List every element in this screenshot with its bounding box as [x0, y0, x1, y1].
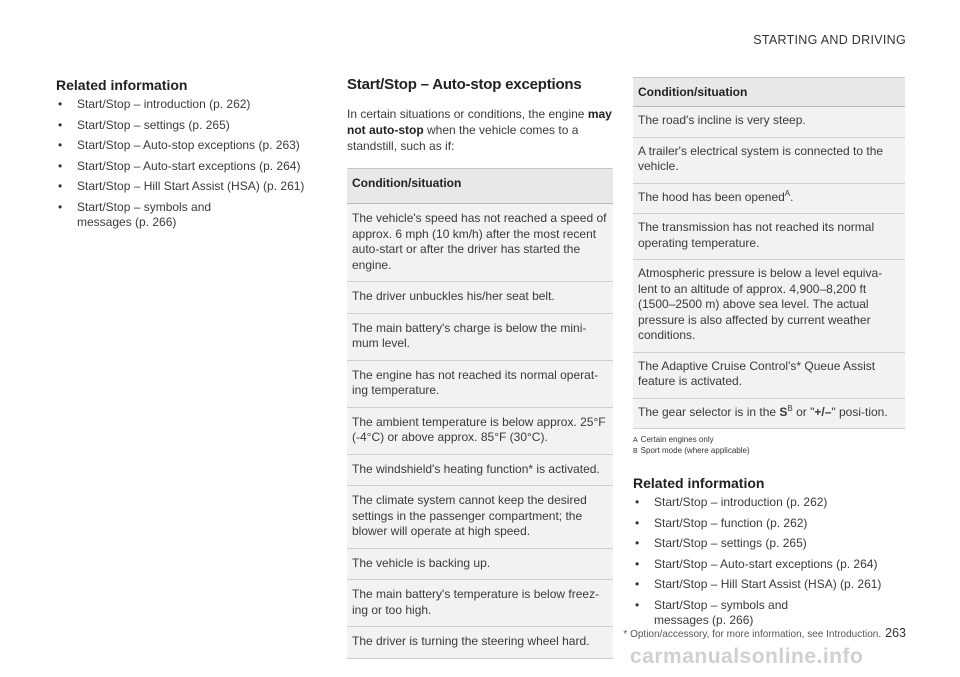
- table-row: The hood has been opened$^A$.: [633, 183, 905, 214]
- footnotes: [633, 435, 905, 457]
- table-row: Atmospheric pressure is below a level equiva-lent to an altitude of approx. 4,900–8,200 ft (1500–2500 m) above sea level. The actual pressure is also affected by current weather conditions.: [633, 260, 905, 353]
- related-link[interactable]: • Start/Stop – settings (p. 265): [56, 118, 328, 133]
- related-link[interactable]: • Start/Stop – Hill Start Assist (HSA) (p. 261): [633, 577, 905, 592]
- conditions-table: [347, 168, 613, 659]
- related-info-list: [56, 97, 328, 230]
- table-row: The transmission has not reached its normal operating temperature.: [633, 214, 905, 260]
- related-link[interactable]: • Start/Stop – Auto-start exceptions (p. 264): [56, 159, 328, 174]
- related-link[interactable]: • Start/Stop – symbols and messages (p. 266): [633, 598, 844, 628]
- table-row: The Adaptive Cruise Control's* Queue Assist feature is activated.: [633, 352, 905, 398]
- table-row: The main battery's charge is below the mini-mum level.: [347, 313, 613, 360]
- related-link[interactable]: • Start/Stop – Auto-stop exceptions (p. 263): [56, 138, 328, 153]
- table-row: The gear selector is in the $S^B$ or "+/–" posi-tion.: [633, 398, 905, 429]
- related-info-title: Related information: [56, 77, 188, 93]
- table-row: The windshield's heating function* is activated.: [347, 454, 613, 486]
- table-row: The vehicle's speed has not reached a speed of approx. 6 mph (10 km/h) after the most recent auto-start or after the driver has started the engine.: [347, 204, 613, 282]
- related-link[interactable]: • Start/Stop – Auto-start exceptions (p. 264): [633, 557, 905, 572]
- intro-paragraph: In certain situations or conditions, the engine may not auto-stop when the vehicle comes to a standstill, such as if:: [347, 107, 612, 153]
- page-footer: [623, 626, 906, 640]
- related-info-title: Related information: [633, 475, 765, 491]
- table-header: Condition/situation: [633, 78, 905, 107]
- related-link[interactable]: • Start/Stop – symbols and messages (p. 266): [56, 200, 267, 230]
- conditions-table-continued: [633, 77, 905, 429]
- related-link[interactable]: • Start/Stop – settings (p. 265): [633, 536, 905, 551]
- section-title: Start/Stop – Auto-stop exceptions: [347, 76, 582, 93]
- table-row: The ambient temperature is below approx. 25°F (-4°C) or above approx. 85°F (30°C).: [347, 407, 613, 454]
- table-row: The engine has not reached its normal operat-ing temperature.: [347, 360, 613, 407]
- related-link[interactable]: • Start/Stop – introduction (p. 262): [633, 495, 905, 510]
- page-number: 263: [885, 626, 906, 640]
- section-header: STARTING AND DRIVING: [753, 33, 906, 47]
- table-row: The driver is turning the steering wheel hard.: [347, 627, 613, 659]
- related-link[interactable]: • Start/Stop – function (p. 262): [633, 516, 905, 531]
- related-link[interactable]: • Start/Stop – introduction (p. 262): [56, 97, 328, 112]
- related-info-list: [633, 495, 905, 628]
- footnote: B Sport mode (where applicable): [633, 446, 750, 455]
- watermark: carmanualsonline.info: [630, 645, 864, 668]
- table-row: The road's incline is very steep.: [633, 107, 905, 138]
- table-row: The climate system cannot keep the desired settings in the passenger compartment; the blower will operate at high speed.: [347, 486, 613, 549]
- left-column: [56, 77, 328, 235]
- table-row: The main battery's temperature is below freez-ing or too high.: [347, 580, 613, 627]
- middle-column: [347, 76, 613, 659]
- footnote-ref: A: [784, 188, 791, 198]
- table-header: Condition/situation: [347, 169, 613, 204]
- table-row: The vehicle is backing up.: [347, 548, 613, 580]
- footnote: A Certain engines only: [633, 435, 714, 444]
- right-column: [633, 77, 905, 633]
- related-link[interactable]: • Start/Stop – Hill Start Assist (HSA) (p. 261): [56, 179, 328, 194]
- footnote-ref: B: [787, 403, 793, 413]
- table-row: A trailer's electrical system is connected to the vehicle.: [633, 137, 905, 183]
- table-row: The driver unbuckles his/her seat belt.: [347, 282, 613, 314]
- footer-note: * Option/accessory, for more information, see Introduction.: [623, 629, 882, 640]
